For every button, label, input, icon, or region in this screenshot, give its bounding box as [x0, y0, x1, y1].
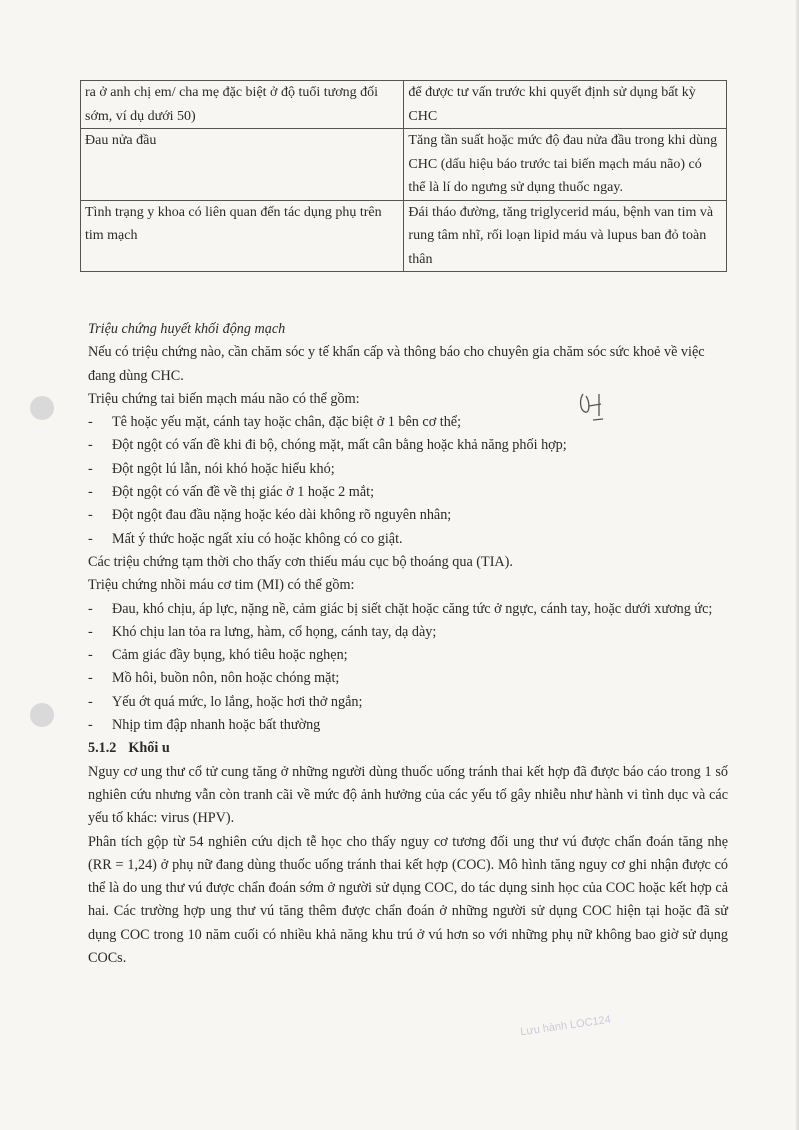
section-title: Triệu chứng huyết khối động mạch — [88, 321, 286, 337]
table-row — [81, 81, 727, 129]
intro-paragraph: Nếu có triệu chứng nào, cần chăm sóc y tế khẩn cấp và thông báo cho chuyên gia chăm sóc sức khoẻ về việc đang dùng CHC. — [88, 344, 705, 384]
mi-symptom-list — [88, 598, 728, 738]
subsection-heading — [88, 737, 728, 760]
table-cell: ra ở anh chị em/ cha mẹ đặc biệt ở độ tuổi tương đối sớm, ví dụ dưới 50) — [81, 81, 404, 129]
list-item: - Tê hoặc yếu mặt, cánh tay hoặc chân, đặc biệt ở 1 bên cơ thể; — [88, 411, 728, 434]
page-edge-shadow — [795, 0, 799, 1130]
subsection-title: Khối u — [128, 740, 170, 757]
list-item: - Đột ngột lú lẫn, nói khó hoặc hiểu khó; — [88, 458, 728, 481]
list-item: - Nhịp tim đập nhanh hoặc bất thường — [88, 714, 728, 737]
body-paragraph: Nguy cơ ung thư cổ tử cung tăng ở những người dùng thuốc uống tránh thai kết hợp đã được báo cáo trong 1 số nghiên cứu nhưng vẫn còn tranh cãi về mức độ ảnh hưởng của các yếu tố gây nhiễu như hành vi tình dục và các yếu tố khác: virus (HPV). — [88, 763, 728, 827]
risk-factor-table — [80, 80, 727, 272]
list-item: - Đột ngột có vấn đề về thị giác ở 1 hoặc 2 mắt; — [88, 481, 728, 504]
list-item: - Đau, khó chịu, áp lực, nặng nề, cảm giác bị siết chặt hoặc căng tức ở ngực, cánh tay, hoặc dưới xương ức; — [88, 598, 728, 621]
table-row — [81, 200, 727, 272]
list-item: - Mồ hôi, buồn nôn, nôn hoặc chóng mặt; — [88, 667, 728, 690]
list-item: - Khó chịu lan tỏa ra lưng, hàm, cổ họng, cánh tay, dạ dày; — [88, 621, 728, 644]
mi-intro: Triệu chứng nhồi máu cơ tim (MI) có thể gồm: — [88, 577, 355, 594]
handwritten-initial-mark — [577, 390, 607, 424]
table-cell: Đau nửa đầu — [81, 129, 404, 201]
list-item: - Đột ngột có vấn đề khi đi bộ, chóng mặt, mất cân bằng hoặc khả năng phối hợp; — [88, 434, 728, 457]
table-cell: Tăng tần suất hoặc mức độ đau nửa đầu trong khi dùng CHC (dấu hiệu báo trước tai biến mạch máu não) có thể là lí do ngưng sử dụng thuốc ngay. — [404, 129, 727, 201]
table-cell: Tình trạng y khoa có liên quan đến tác dụng phụ trên tim mạch — [81, 200, 404, 272]
subsection-number: 5.1.2 — [88, 740, 117, 757]
faint-stamp: Lưu hành LOC124 — [519, 1013, 612, 1039]
list-item: - Đột ngột đau đầu nặng hoặc kéo dài không rõ nguyên nhân; — [88, 504, 728, 527]
stroke-intro: Triệu chứng tai biến mạch máu não có thể gồm: — [88, 390, 360, 407]
list-item: - Yếu ớt quá mức, lo lắng, hoặc hơi thở ngắn; — [88, 691, 728, 714]
main-content — [88, 318, 728, 970]
table-row — [81, 129, 727, 201]
stroke-symptom-list — [88, 411, 728, 551]
table-cell: để được tư vấn trước khi quyết định sử dụng bất kỳ CHC — [404, 81, 727, 129]
punch-hole-bottom — [30, 703, 54, 727]
tia-note: Các triệu chứng tạm thời cho thấy cơn thiếu máu cục bộ thoáng qua (TIA). — [88, 553, 513, 570]
punch-hole-top — [30, 396, 54, 420]
list-item: - Mất ý thức hoặc ngất xỉu có hoặc không có co giật. — [88, 528, 728, 551]
table-cell: Đái tháo đường, tăng triglycerid máu, bệnh van tim và rung tâm nhĩ, rối loạn lipid máu và lupus ban đỏ toàn thân — [404, 200, 727, 272]
list-item: - Cảm giác đầy bụng, khó tiêu hoặc nghẹn; — [88, 644, 728, 667]
body-paragraph: Phân tích gộp từ 54 nghiên cứu dịch tễ học cho thấy nguy cơ tương đối ung thư vú được chẩn đoán tăng nhẹ (RR = 1,24) ở phụ nữ đang dùng thuốc uống tránh thai kết hợp (COC). Mô hình tăng nguy cơ ghi nhận được có thể là do ung thư vú được chẩn đoán sớm ở người sử dụng COC, do tác dụng sinh học của COC hoặc kết hợp cả hai. Các trường hợp ung thư vú tăng thêm được chẩn đoán ở những người sử dụng COC hiện tại hoặc đã sử dụng COC trong 10 năm cuối có nhiều khả năng khu trú ở vú hơn so với những phụ nữ không bao giờ sử dụng COCs. — [88, 833, 728, 967]
